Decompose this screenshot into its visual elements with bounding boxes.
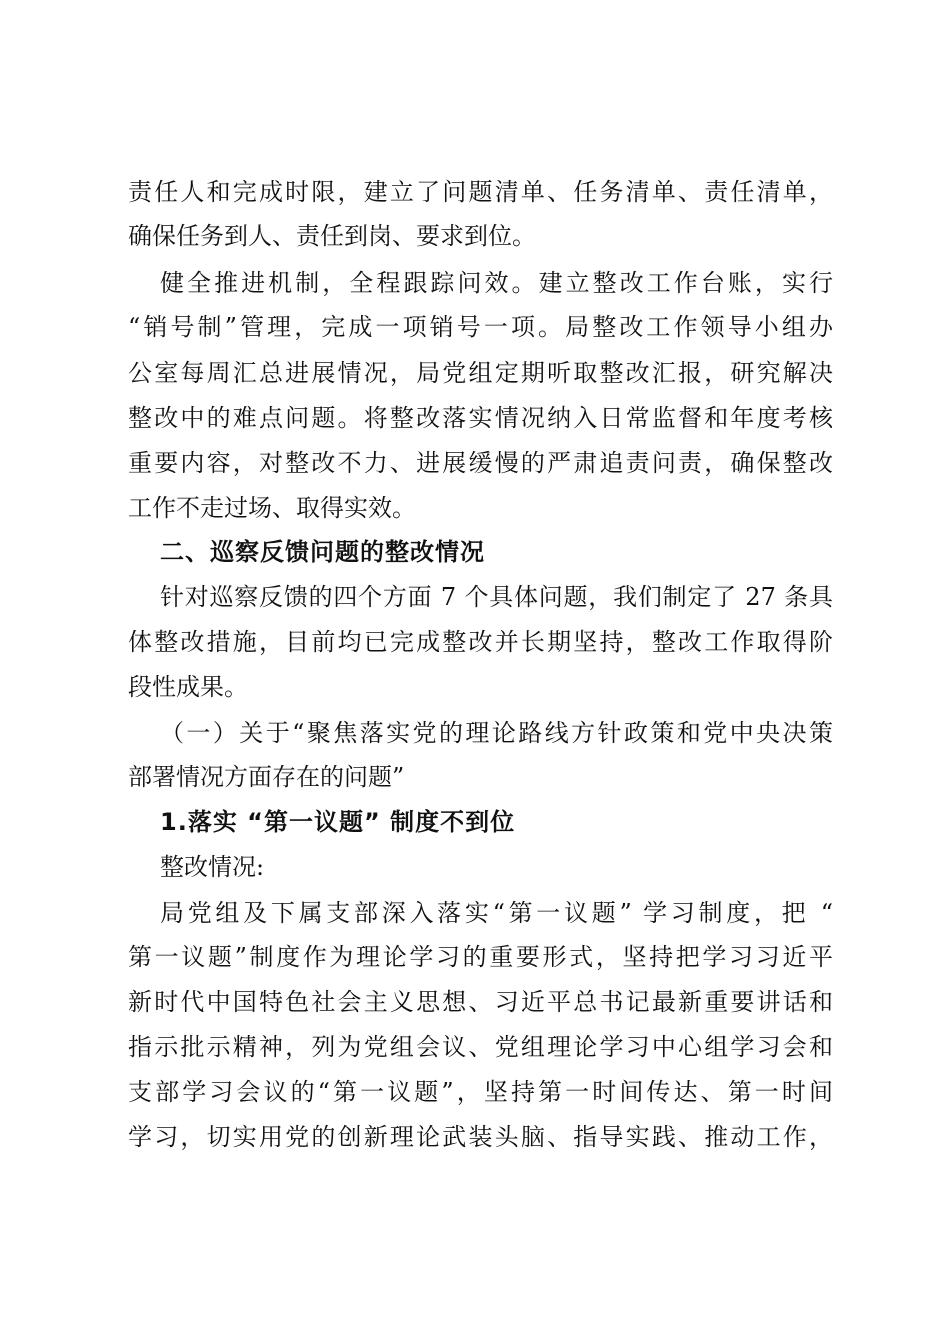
section-heading: 二、巡察反馈问题的整改情况 (160, 538, 485, 566)
paragraph-line: 整改中的难点问题。将整改落实情况纳入日常监督和年度考核 (128, 404, 833, 432)
paragraph-line: 第一议题”制度作为理论学习的重要形式，坚持把学习习近平 (128, 943, 833, 971)
paragraph-line: 支部学习会议的“第一议题”，坚持第一时间传达、第一时间 (128, 1078, 833, 1106)
paragraph-line: 公室每周汇总进展情况，局党组定期听取整改汇报，研究解决 (128, 359, 833, 387)
subsection-heading-line: （一）关于“聚焦落实党的理论路线方针政策和党中央决策 (160, 719, 833, 747)
paragraph-line: 确保任务到人、责任到岗、要求到位。 (128, 222, 536, 250)
subsection-heading-line: 部署情况方面存在的问题” (128, 763, 405, 791)
paragraph-line: 针对巡察反馈的四个方面 7 个具体问题，我们制定了 27 条具 (160, 583, 833, 611)
paragraph-line: 整改情况: (160, 853, 265, 881)
paragraph-line: 责任人和完成时限，建立了问题清单、任务清单、责任清单， (128, 178, 833, 206)
item-heading: 1.落实 “第一议题” 制度不到位 (160, 808, 516, 836)
paragraph-line: 健全推进机制，全程跟踪问效。建立整改工作台账，实行 (160, 269, 833, 297)
paragraph-line: 局党组及下属支部深入落实“第一议题” 学习制度，把 “ (160, 899, 833, 927)
paragraph-line: 新时代中国特色社会主义思想、习近平总书记最新重要讲话和 (128, 988, 833, 1016)
paragraph-line: 工作不走过场、取得实效。 (128, 494, 416, 522)
paragraph-line: 段性成果。 (128, 673, 248, 701)
paragraph-line: 体整改措施，目前均已完成整改并长期坚持，整改工作取得阶 (128, 628, 833, 656)
paragraph-line: 指示批示精神，列为党组会议、党组理论学习中心组学习会和 (128, 1033, 833, 1061)
paragraph-line: “销号制”管理，完成一项销号一项。局整改工作领导小组办 (128, 313, 833, 341)
paragraph-line: 重要内容，对整改不力、进展缓慢的严肃追责问责，确保整改 (128, 449, 833, 477)
paragraph-line: 学习，切实用党的创新理论武装头脑、指导实践、推动工作， (128, 1123, 833, 1151)
